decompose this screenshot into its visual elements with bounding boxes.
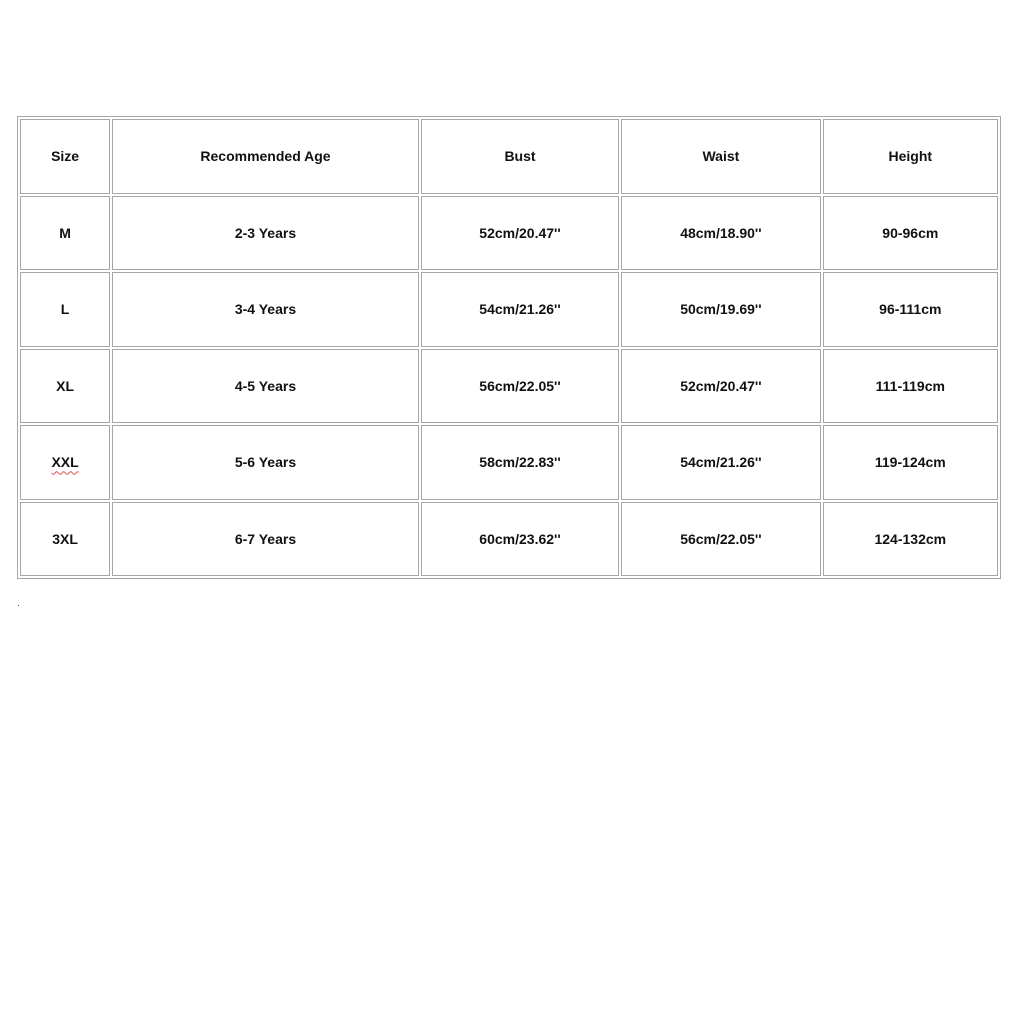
cell-size <box>20 425 110 500</box>
cell-size: XL <box>20 349 110 424</box>
header-size: Size <box>20 119 110 194</box>
cell-height: 96-111cm <box>823 272 998 347</box>
table-row <box>20 196 998 271</box>
cell-age: 5-6 Years <box>112 425 419 500</box>
table-row <box>20 425 998 500</box>
cell-size: M <box>20 196 110 271</box>
cell-height: 119-124cm <box>823 425 998 500</box>
cell-waist: 48cm/18.90'' <box>621 196 820 271</box>
cell-height: 90-96cm <box>823 196 998 271</box>
cell-height: 124-132cm <box>823 502 998 577</box>
cell-waist: 54cm/21.26'' <box>621 425 820 500</box>
cell-height: 111-119cm <box>823 349 998 424</box>
cell-bust: 56cm/22.05'' <box>421 349 619 424</box>
table-row <box>20 502 998 577</box>
size-chart-table <box>17 116 1001 579</box>
cell-waist: 50cm/19.69'' <box>621 272 820 347</box>
cell-age: 2-3 Years <box>112 196 419 271</box>
cell-bust: 58cm/22.83'' <box>421 425 619 500</box>
stray-dot <box>18 605 19 606</box>
cell-bust: 52cm/20.47'' <box>421 196 619 271</box>
table-row <box>20 349 998 424</box>
header-bust: Bust <box>421 119 619 194</box>
spellcheck-underlined-text: XXL <box>51 454 79 471</box>
cell-age: 3-4 Years <box>112 272 419 347</box>
cell-size: 3XL <box>20 502 110 577</box>
cell-waist: 56cm/22.05'' <box>621 502 820 577</box>
cell-bust: 54cm/21.26'' <box>421 272 619 347</box>
header-recommended-age: Recommended Age <box>112 119 419 194</box>
cell-bust: 60cm/23.62'' <box>421 502 619 577</box>
header-height: Height <box>823 119 998 194</box>
cell-waist: 52cm/20.47'' <box>621 349 820 424</box>
table-header-row <box>20 119 998 194</box>
cell-age: 6-7 Years <box>112 502 419 577</box>
cell-age: 4-5 Years <box>112 349 419 424</box>
table-row <box>20 272 998 347</box>
header-waist: Waist <box>621 119 820 194</box>
cell-size: L <box>20 272 110 347</box>
